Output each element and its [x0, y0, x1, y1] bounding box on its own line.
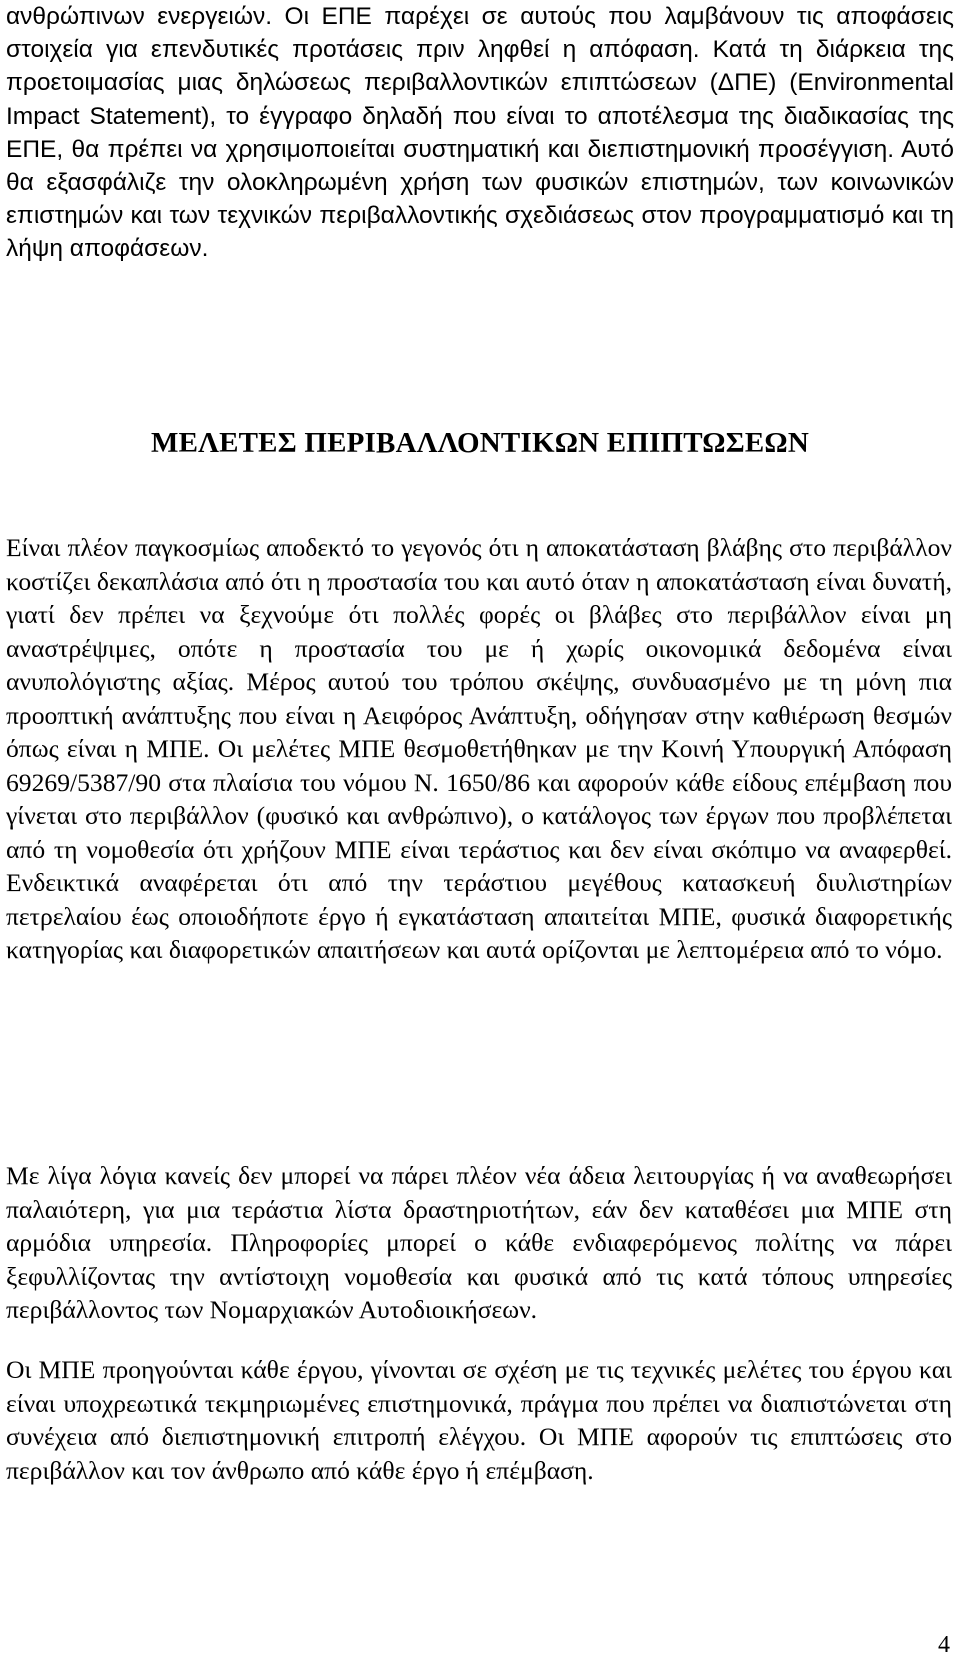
main-paragraph: Είναι πλέον παγκοσμίως αποδεκτό το γεγονός ότι η αποκατάσταση βλάβης στο περιβάλλον κοστίζει δεκαπλάσια από ότι η προστασία του και αυτό όταν η αποκατάσταση είναι δυνατή, γιατί δεν πρέπει να ξεχνούμε ότι πολλές φορές οι βλάβες στο περιβάλλον είναι μη αναστρέψιμες, οπότε η προστασία του με ή χωρίς οικονομικά δεδομένα είναι ανυπολόγιστης αξίας. Μέρος αυτού του τρόπου σκέψης, συνδυασμένο με τη μόνη πια προοπτική ανάπτυξης που είναι η Αειφόρος Ανάπτυξη, οδήγησαν στην καθιέρωση θεσμών όπως είναι η ΜΠΕ. Οι μελέτες ΜΠΕ θεσμοθετήθηκαν με την Κοινή Υπουργική Απόφαση 69269/5387/90 στα πλαίσια του νόμου Ν. 1650/86 και αφορούν κάθε είδους επέμβαση που γίνεται στο περιβάλλον (φυσικό και ανθρώπινο), ο κατάλογος των έργων που προβλέπεται από τη νομοθεσία ότι χρήζουν ΜΠΕ είναι τεράστιος και δεν είναι σκόπιμο να αναφερθεί. Ενδεικτικά αναφέρεται ότι από την τεράστιου μεγέθους κατασκευή διυλιστηρίων πετρελαίου έως οποιοδήποτε έργο ή εγκατάσταση απαιτείται ΜΠΕ, φυσικά διαφορετικής κατηγορίας και διαφορετικών απαιτήσεων και αυτά ορίζονται με λεπτομέρεια από το νόμο.	[6, 533, 952, 964]
third-paragraph: Οι ΜΠΕ προηγούνται κάθε έργου, γίνονται σε σχέση με τις τεχνικές μελέτες του έργου και είναι υποχρεωτικά τεκμηριωμένες επιστημονικά, πράγμα που πρέπει να διαπιστώνεται στη συνέχεια από διεπιστημονική επιτροπή ελέγχου. Οι ΜΠΕ αφορούν τις επιπτώσεις στο περιβάλλον και τον άνθρωπο από κάθε έργο ή επέμβαση.	[6, 1355, 952, 1485]
intro-paragraph: ανθρώπινων ενεργειών. Οι ΕΠΕ παρέχει σε αυτούς που λαμβάνουν τις αποφάσεις στοιχεία για επενδυτικές προτάσεις πριν ληφθεί η απόφαση. Κατά τη διάρκεια της προετοιμασίας μιας δηλώσεως περιβαλλοντικών επιπτώσεων (ΔΠΕ) (Environmental Impact Statement), το έγγραφο δηλαδή που είναι το αποτέλεσμα της διαδικασίας της ΕΠΕ, θα πρέπει να χρησιμοποιείται συστηματική και διεπιστημονική προσέγγιση. Αυτό θα εξασφάλιζε την ολοκληρωμένη χρήση των φυσικών επιστημών, των κοινωνικών επιστημών και των τεχνικών περιβαλλοντικής σχεδιάσεως στον προγραμματισμό και τη λήψη αποφάσεων.	[6, 3, 954, 263]
second-paragraph: Με λίγα λόγια κανείς δεν μπορεί να πάρει πλέον νέα άδεια λειτουργίας ή να αναθεωρήσει παλαιότερη, για μια τεράστια λίστα δραστηριοτήτων, εάν δεν καταθέσει μια ΜΠΕ στη αρμόδια υπηρεσία. Πληροφορίες μπορεί ο κάθε ενδιαφερόμενος πολίτης να πάρει ξεφυλλίζοντας την αντίστοιχη νομοθεσία και φυσικά από τις κατά τόπους υπηρεσίες περιβάλλοντος των Νομαρχιακών Αυτοδιοικήσεων.	[6, 1161, 952, 1324]
page-number: 4	[938, 1632, 950, 1658]
section-heading: ΜΕΛΕΤΕΣ ΠΕΡΙΒΑΛΛΟΝΤΙΚΩΝ ΕΠΙΠΤΩΣΕΩΝ	[151, 427, 809, 459]
